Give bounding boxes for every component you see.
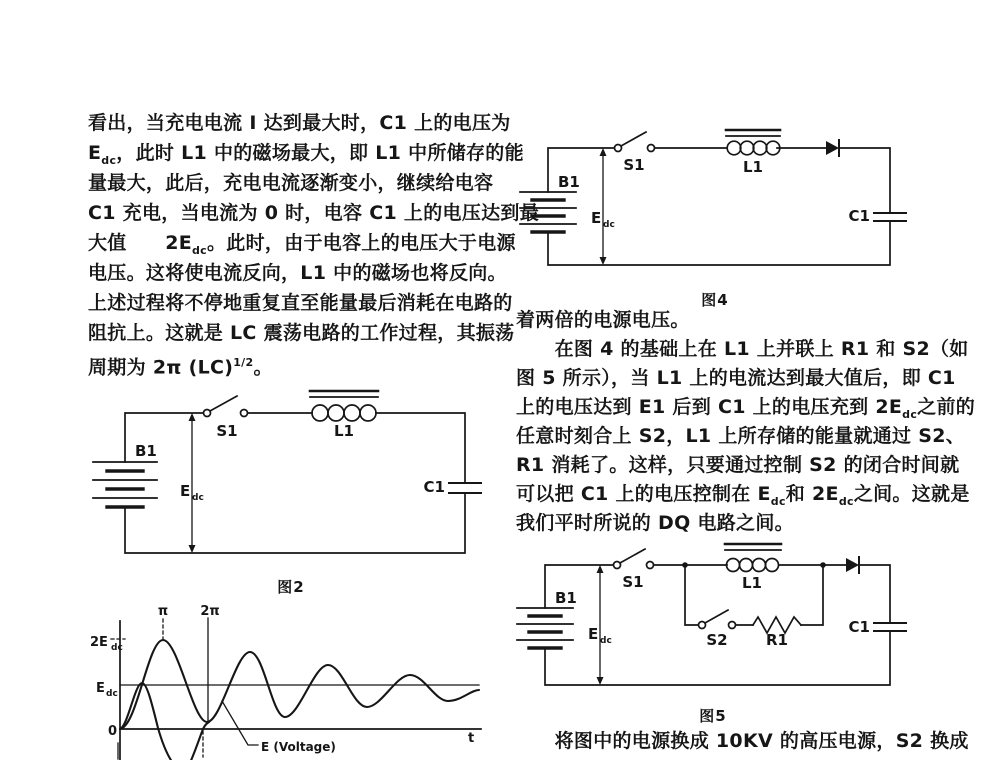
switch-s1-label: S1 [622, 573, 644, 591]
battery-b1 [517, 589, 577, 648]
text-line: 阻抗上。这就是 LC 震荡电路的工作过程，其振荡 [88, 322, 515, 344]
text-line: R1 消耗了。这样，只要通过控制 S2 的闭合时间就 [516, 454, 960, 476]
text-line: 图 5 所示），当 L1 上的电流达到最大值后，即 C1 [516, 367, 956, 389]
resistor-r1 [753, 617, 801, 649]
text-line: 着两倍的电源电压。 [516, 309, 690, 331]
edc-label: E [180, 482, 191, 500]
battery-label: B1 [558, 173, 580, 191]
text-line: 可以把 C1 上的电压控制在 $E_{dc}$和 $2E_{dc}$之间。这就是 [516, 483, 970, 508]
text-line: 周期为 2π (LC)$^{1/2}$。 [88, 356, 273, 379]
inductor-l1 [725, 544, 781, 592]
inductor-l1-label: L1 [334, 422, 354, 440]
curve-annotation [222, 701, 336, 754]
pi-marker-label: π [157, 604, 169, 619]
y-tick-edc: E [96, 681, 105, 696]
text-line: 大值 $2E_{dc}$。此时，由于电容上的电压大于电源 [88, 232, 516, 257]
edc-subscript: dc [603, 220, 615, 230]
annotation-leader-line [222, 701, 258, 745]
text-line: 在图 4 的基础上在 L1 上并联上 R1 和 S2（如 [516, 338, 969, 360]
figure4-caption: 图4 [701, 291, 729, 309]
capacitor-c1 [849, 618, 906, 636]
figure4-circuit [510, 110, 990, 286]
inductor-l1-label: L1 [742, 574, 762, 592]
edc-measure-line [591, 148, 615, 265]
y-tick-2edc: 2E [90, 635, 108, 650]
paragraph-lc-oscillation [88, 108, 540, 379]
text-line: C1 充电，当电流为 0 时，电容 C1 上的电压达到最 [88, 202, 540, 224]
battery-b1 [520, 173, 580, 232]
voltage-curve-label: E (Voltage) [261, 740, 336, 754]
capacitor-c1 [424, 478, 481, 496]
inductor-l1-label: L1 [743, 158, 763, 176]
edc-measure-line [588, 565, 612, 685]
circuit-wires [545, 562, 890, 685]
diode [846, 557, 859, 573]
capacitor-c1-label: C1 [848, 618, 870, 636]
diode [826, 140, 839, 156]
y-tick-2edc-sub: dc [111, 643, 123, 653]
circuit-wires [125, 413, 465, 553]
switch-s2 [699, 610, 736, 649]
waveform-graph [85, 595, 505, 760]
text-line: 量最大，此后，充电电流逐渐变小，继续给电容 [88, 172, 494, 194]
inductor-l1 [310, 391, 378, 440]
switch-s2-label: S2 [706, 631, 728, 649]
circuit-wires [548, 148, 890, 265]
y-tick-edc-sub: dc [106, 689, 118, 699]
capacitor-c1 [849, 207, 906, 225]
edc-subscript: dc [192, 493, 204, 503]
switch-s1 [614, 549, 654, 591]
switch-s1 [615, 132, 655, 174]
figure5-circuit [510, 535, 990, 697]
text-line: 上的电压达到 E1 后到 C1 上的电压充到 $2E_{dc}$之前的 [516, 396, 976, 421]
figure2-circuit [85, 380, 505, 576]
text-line: 任意时刻合上 S2，L1 上所存储的能量就通过 S2、 [516, 425, 966, 447]
switch-s1-label: S1 [623, 156, 645, 174]
edc-measure-line [180, 413, 204, 553]
text-line: 我们平时所说的 DQ 电路之间。 [516, 512, 794, 534]
paragraph-closing [516, 726, 992, 756]
inductor-l1 [726, 130, 780, 176]
text-line: 电压。这将使电流反向，L1 中的磁场也将反向。 [88, 262, 507, 284]
switch-s1 [204, 396, 248, 440]
battery-label: B1 [135, 442, 157, 460]
figure5-caption: 图5 [699, 707, 727, 725]
edc-label: E [588, 625, 599, 643]
capacitor-c1-label: C1 [423, 478, 445, 496]
resistor-r1-label: R1 [766, 631, 788, 649]
text-line: 将图中的电源换成 10KV 的高压电源，S2 换成 [516, 730, 969, 752]
edc-subscript: dc [600, 636, 612, 646]
battery-label: B1 [555, 589, 577, 607]
text-line: 上述过程将不停地重复直至能量最后消耗在电路的 [88, 292, 513, 314]
switch-s1-label: S1 [216, 422, 238, 440]
current-curve [120, 683, 209, 760]
origin-label: 0 [107, 724, 117, 739]
x-axis-label: t [468, 731, 475, 746]
figure2-caption: 图2 [277, 578, 305, 596]
text-line: $E_{dc}$，此时 L1 中的磁场最大，即 L1 中所储存的能 [88, 142, 524, 167]
two-pi-marker-label: 2π [200, 604, 220, 619]
axis-labels [90, 604, 474, 746]
paragraph-dq-circuit [516, 306, 992, 538]
text-line: 看出，当充电电流 I 达到最大时，C1 上的电压为 [88, 112, 511, 134]
edc-label: E [591, 209, 602, 227]
capacitor-c1-label: C1 [848, 207, 870, 225]
